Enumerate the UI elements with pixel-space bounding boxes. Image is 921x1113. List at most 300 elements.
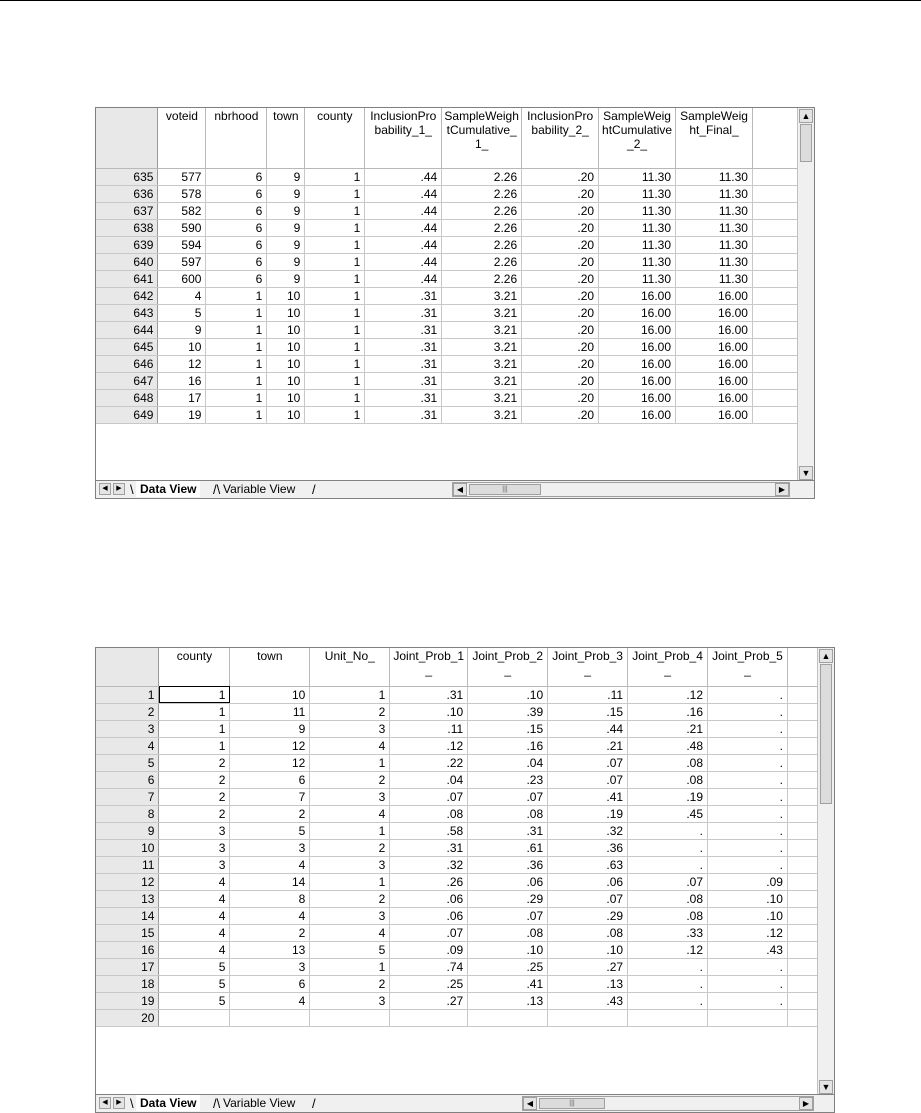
data-cell[interactable]: .31: [365, 406, 442, 423]
data-cell[interactable]: .48: [628, 737, 708, 754]
data-cell[interactable]: .11: [548, 686, 628, 703]
data-cell[interactable]: 9: [267, 253, 305, 270]
data-cell[interactable]: 9: [267, 219, 305, 236]
data-cell[interactable]: 16.00: [676, 355, 753, 372]
scroll-right-arrow-icon[interactable]: ▶: [799, 1097, 813, 1110]
data-cell[interactable]: .04: [390, 771, 468, 788]
data-cell[interactable]: .: [628, 975, 708, 992]
data-cell[interactable]: 16.00: [676, 338, 753, 355]
row-header-cell[interactable]: 12: [96, 873, 159, 890]
data-cell[interactable]: .: [708, 992, 788, 1009]
data-cell[interactable]: 3.21: [442, 406, 522, 423]
row-header-cell[interactable]: 642: [96, 287, 158, 304]
column-header[interactable]: Joint_Prob_3_: [548, 648, 628, 686]
data-cell[interactable]: .11: [390, 720, 468, 737]
data-cell[interactable]: [787, 754, 817, 771]
data-cell[interactable]: .15: [548, 703, 628, 720]
data-cell[interactable]: 6: [206, 219, 267, 236]
data-cell[interactable]: .06: [390, 907, 468, 924]
data-cell[interactable]: 3: [310, 856, 390, 873]
row-header-cell[interactable]: 638: [96, 219, 158, 236]
data-cell[interactable]: .31: [365, 389, 442, 406]
data-cell[interactable]: 10: [267, 338, 305, 355]
grid-1-horizontal-scrollbar[interactable]: [452, 482, 790, 497]
column-header[interactable]: InclusionProbability_2_: [522, 108, 599, 168]
data-cell[interactable]: .31: [365, 287, 442, 304]
data-cell[interactable]: .36: [468, 856, 548, 873]
data-cell[interactable]: 4: [159, 890, 230, 907]
data-cell[interactable]: .07: [548, 771, 628, 788]
data-cell[interactable]: 11.30: [599, 219, 676, 236]
data-cell[interactable]: 16.00: [676, 406, 753, 423]
data-cell[interactable]: .29: [468, 890, 548, 907]
data-cell[interactable]: .43: [548, 992, 628, 1009]
data-cell[interactable]: .20: [522, 185, 599, 202]
horizontal-scroll-thumb[interactable]: |||: [539, 1098, 605, 1109]
data-cell[interactable]: [752, 338, 797, 355]
data-cell[interactable]: 12: [230, 737, 310, 754]
scroll-down-arrow-icon[interactable]: ▼: [819, 1080, 833, 1094]
data-cell[interactable]: 11.30: [599, 253, 676, 270]
data-cell[interactable]: .27: [390, 992, 468, 1009]
column-header[interactable]: nbrhood: [206, 108, 267, 168]
data-cell[interactable]: .20: [522, 338, 599, 355]
data-cell[interactable]: 2.26: [442, 185, 522, 202]
column-header[interactable]: SampleWeight_Final_: [676, 108, 753, 168]
data-cell[interactable]: .: [628, 822, 708, 839]
data-cell[interactable]: .22: [390, 754, 468, 771]
data-cell[interactable]: [787, 703, 817, 720]
data-cell[interactable]: 1: [305, 389, 365, 406]
data-cell[interactable]: .13: [468, 992, 548, 1009]
data-cell[interactable]: .07: [468, 907, 548, 924]
row-header-cell[interactable]: 637: [96, 202, 158, 219]
data-cell[interactable]: .20: [522, 304, 599, 321]
scroll-left-arrow-icon[interactable]: ◀: [453, 483, 467, 496]
data-cell[interactable]: .20: [522, 406, 599, 423]
column-header[interactable]: Joint_Prob_2_: [468, 648, 548, 686]
data-cell[interactable]: 2: [310, 890, 390, 907]
corner-header-cell[interactable]: [96, 648, 159, 686]
data-cell[interactable]: .07: [390, 788, 468, 805]
data-cell[interactable]: [628, 1009, 708, 1026]
data-cell[interactable]: 1: [305, 372, 365, 389]
data-cell[interactable]: [548, 1009, 628, 1026]
data-cell[interactable]: .: [708, 975, 788, 992]
data-cell[interactable]: 1: [310, 822, 390, 839]
data-cell[interactable]: 3.21: [442, 287, 522, 304]
data-cell[interactable]: .15: [468, 720, 548, 737]
column-header[interactable]: SampleWeightCumulative_2_: [599, 108, 676, 168]
data-cell[interactable]: 16.00: [599, 287, 676, 304]
data-cell[interactable]: 1: [206, 321, 267, 338]
column-header[interactable]: Joint_Prob_1_: [390, 648, 468, 686]
data-cell[interactable]: 6: [206, 202, 267, 219]
data-cell[interactable]: .27: [548, 958, 628, 975]
data-cell[interactable]: 16: [158, 372, 206, 389]
data-cell[interactable]: 1: [206, 389, 267, 406]
data-cell[interactable]: 2: [230, 924, 310, 941]
data-cell[interactable]: [787, 941, 817, 958]
data-cell[interactable]: 3: [159, 856, 230, 873]
row-header-cell[interactable]: 646: [96, 355, 158, 372]
data-cell[interactable]: 1: [305, 202, 365, 219]
column-header[interactable]: Joint_Prob_5_: [708, 648, 788, 686]
row-header-cell[interactable]: 649: [96, 406, 158, 423]
row-header-cell[interactable]: 635: [96, 168, 158, 185]
data-cell[interactable]: .07: [390, 924, 468, 941]
data-cell[interactable]: .20: [522, 287, 599, 304]
row-header-cell[interactable]: 636: [96, 185, 158, 202]
tab-prev-icon[interactable]: ◀: [99, 1097, 111, 1109]
data-cell[interactable]: 9: [158, 321, 206, 338]
data-cell[interactable]: 3: [230, 958, 310, 975]
data-cell[interactable]: .61: [468, 839, 548, 856]
data-cell[interactable]: [787, 839, 817, 856]
data-cell[interactable]: .45: [628, 805, 708, 822]
data-cell[interactable]: .32: [548, 822, 628, 839]
data-cell[interactable]: .20: [522, 321, 599, 338]
data-cell[interactable]: 11.30: [676, 270, 753, 287]
data-cell[interactable]: .31: [390, 839, 468, 856]
data-cell[interactable]: .31: [468, 822, 548, 839]
data-cell[interactable]: .44: [365, 270, 442, 287]
row-header-cell[interactable]: 3: [96, 720, 159, 737]
row-header-cell[interactable]: 19: [96, 992, 159, 1009]
data-cell[interactable]: 2: [230, 805, 310, 822]
data-cell[interactable]: 2: [310, 703, 390, 720]
data-cell[interactable]: 5: [159, 992, 230, 1009]
data-cell[interactable]: [787, 975, 817, 992]
row-header-cell[interactable]: 17: [96, 958, 159, 975]
data-cell[interactable]: 9: [267, 185, 305, 202]
data-cell[interactable]: 4: [159, 873, 230, 890]
data-cell[interactable]: 1: [206, 372, 267, 389]
data-cell[interactable]: 1: [305, 304, 365, 321]
data-cell[interactable]: .19: [628, 788, 708, 805]
data-cell[interactable]: [310, 1009, 390, 1026]
data-cell[interactable]: 6: [230, 771, 310, 788]
data-cell[interactable]: [752, 321, 797, 338]
row-header-cell[interactable]: 16: [96, 941, 159, 958]
scroll-down-arrow-icon[interactable]: ▼: [799, 466, 813, 480]
grid-2-vertical-scrollbar[interactable]: [817, 648, 834, 1095]
data-cell[interactable]: 4: [310, 805, 390, 822]
data-cell[interactable]: [390, 1009, 468, 1026]
data-cell[interactable]: 1: [206, 287, 267, 304]
data-cell[interactable]: 10: [267, 287, 305, 304]
column-header[interactable]: SampleWeightCumulative_1_: [442, 108, 522, 168]
data-cell[interactable]: 4: [310, 924, 390, 941]
data-cell[interactable]: [752, 304, 797, 321]
data-cell[interactable]: 12: [230, 754, 310, 771]
data-cell[interactable]: [752, 202, 797, 219]
data-cell[interactable]: .12: [628, 686, 708, 703]
data-cell[interactable]: 11.30: [676, 185, 753, 202]
data-cell[interactable]: .44: [365, 185, 442, 202]
data-cell[interactable]: .: [708, 771, 788, 788]
data-cell[interactable]: [752, 372, 797, 389]
data-cell[interactable]: [752, 389, 797, 406]
data-cell[interactable]: .09: [708, 873, 788, 890]
row-header-cell[interactable]: 2: [96, 703, 159, 720]
data-cell[interactable]: .08: [548, 924, 628, 941]
data-cell[interactable]: 12: [158, 355, 206, 372]
row-header-cell[interactable]: 644: [96, 321, 158, 338]
data-cell[interactable]: [787, 907, 817, 924]
data-cell[interactable]: 2.26: [442, 253, 522, 270]
data-cell[interactable]: 11.30: [676, 236, 753, 253]
data-cell[interactable]: .31: [365, 304, 442, 321]
data-cell[interactable]: .16: [628, 703, 708, 720]
data-cell[interactable]: 11.30: [599, 202, 676, 219]
data-cell[interactable]: .74: [390, 958, 468, 975]
data-cell[interactable]: 1: [305, 185, 365, 202]
corner-header-cell[interactable]: [96, 108, 158, 168]
data-cell[interactable]: .44: [365, 202, 442, 219]
data-cell[interactable]: [787, 737, 817, 754]
data-cell[interactable]: 8: [230, 890, 310, 907]
data-cell[interactable]: [787, 720, 817, 737]
data-cell[interactable]: 10: [267, 355, 305, 372]
data-cell[interactable]: 9: [267, 168, 305, 185]
data-cell[interactable]: 2.26: [442, 202, 522, 219]
data-cell[interactable]: .31: [365, 355, 442, 372]
column-header[interactable]: county: [305, 108, 365, 168]
data-cell[interactable]: .41: [468, 975, 548, 992]
data-cell[interactable]: [787, 788, 817, 805]
data-cell[interactable]: 2: [159, 805, 230, 822]
data-cell[interactable]: [787, 992, 817, 1009]
data-cell[interactable]: 4: [158, 287, 206, 304]
data-cell[interactable]: 16.00: [676, 372, 753, 389]
data-cell[interactable]: 1: [310, 686, 390, 703]
data-cell[interactable]: 1: [310, 754, 390, 771]
row-header-cell[interactable]: 14: [96, 907, 159, 924]
data-cell[interactable]: .20: [522, 270, 599, 287]
data-cell[interactable]: 16.00: [676, 321, 753, 338]
data-cell[interactable]: 2: [310, 839, 390, 856]
data-cell[interactable]: 16.00: [676, 389, 753, 406]
data-cell[interactable]: [752, 253, 797, 270]
scroll-up-arrow-icon[interactable]: ▲: [819, 649, 833, 663]
data-cell[interactable]: .: [708, 805, 788, 822]
column-header[interactable]: [752, 108, 797, 168]
column-header[interactable]: voteid: [158, 108, 206, 168]
data-cell[interactable]: 3: [310, 992, 390, 1009]
data-cell[interactable]: 4: [159, 924, 230, 941]
tab-prev-icon[interactable]: ◀: [99, 483, 111, 495]
data-cell[interactable]: 1: [159, 720, 230, 737]
data-cell[interactable]: .07: [548, 754, 628, 771]
data-cell[interactable]: [159, 1009, 230, 1026]
data-cell[interactable]: .20: [522, 202, 599, 219]
data-cell[interactable]: .: [708, 703, 788, 720]
row-header-cell[interactable]: 648: [96, 389, 158, 406]
data-cell[interactable]: .12: [390, 737, 468, 754]
data-cell[interactable]: 17: [158, 389, 206, 406]
data-cell[interactable]: 3.21: [442, 321, 522, 338]
tab-next-icon[interactable]: ▶: [113, 1097, 125, 1109]
data-cell[interactable]: 1: [310, 958, 390, 975]
data-cell[interactable]: .: [708, 839, 788, 856]
data-cell[interactable]: 1: [305, 406, 365, 423]
data-cell[interactable]: 11.30: [599, 185, 676, 202]
data-cell[interactable]: 9: [230, 720, 310, 737]
data-cell[interactable]: .44: [365, 236, 442, 253]
data-cell[interactable]: 10: [267, 406, 305, 423]
column-header[interactable]: town: [267, 108, 305, 168]
data-cell[interactable]: 11.30: [599, 168, 676, 185]
data-cell[interactable]: .58: [390, 822, 468, 839]
scroll-right-arrow-icon[interactable]: ▶: [775, 483, 789, 496]
data-cell[interactable]: [752, 270, 797, 287]
data-cell[interactable]: .33: [628, 924, 708, 941]
data-cell[interactable]: [787, 924, 817, 941]
data-cell[interactable]: 1: [206, 338, 267, 355]
data-cell[interactable]: 11.30: [676, 202, 753, 219]
row-header-cell[interactable]: 11: [96, 856, 159, 873]
row-header-cell[interactable]: 643: [96, 304, 158, 321]
data-cell[interactable]: 7: [230, 788, 310, 805]
row-header-cell[interactable]: 6: [96, 771, 159, 788]
data-cell[interactable]: 4: [310, 737, 390, 754]
data-cell[interactable]: .26: [390, 873, 468, 890]
tab-data-view[interactable]: Data View: [136, 1095, 200, 1111]
data-cell[interactable]: [787, 1009, 817, 1026]
data-cell[interactable]: 3.21: [442, 338, 522, 355]
data-cell[interactable]: .07: [548, 890, 628, 907]
data-cell[interactable]: 4: [230, 907, 310, 924]
data-cell[interactable]: 1: [159, 686, 230, 703]
data-cell[interactable]: 6: [206, 236, 267, 253]
data-cell[interactable]: .44: [365, 219, 442, 236]
data-cell[interactable]: 16.00: [599, 338, 676, 355]
data-cell[interactable]: 1: [159, 737, 230, 754]
row-header-cell[interactable]: 647: [96, 372, 158, 389]
data-cell[interactable]: 9: [267, 270, 305, 287]
data-cell[interactable]: .31: [390, 686, 468, 703]
tab-data-view[interactable]: Data View: [136, 481, 200, 497]
data-cell[interactable]: 16.00: [599, 304, 676, 321]
data-cell[interactable]: 13: [230, 941, 310, 958]
data-cell[interactable]: 2: [159, 754, 230, 771]
data-cell[interactable]: .44: [548, 720, 628, 737]
data-cell[interactable]: .25: [468, 958, 548, 975]
data-cell[interactable]: .: [628, 992, 708, 1009]
data-cell[interactable]: 1: [206, 406, 267, 423]
column-header[interactable]: Joint_Prob_4_: [628, 648, 708, 686]
data-cell[interactable]: 5: [310, 941, 390, 958]
data-cell[interactable]: 590: [158, 219, 206, 236]
column-header[interactable]: Unit_No_: [310, 648, 390, 686]
data-cell[interactable]: .10: [468, 686, 548, 703]
data-cell[interactable]: .: [708, 788, 788, 805]
data-cell[interactable]: [752, 185, 797, 202]
row-header-cell[interactable]: 641: [96, 270, 158, 287]
data-cell[interactable]: .04: [468, 754, 548, 771]
grid-1-vertical-scrollbar[interactable]: [797, 108, 814, 481]
data-cell[interactable]: 1: [305, 270, 365, 287]
data-cell[interactable]: 16.00: [676, 287, 753, 304]
tab-next-icon[interactable]: ▶: [113, 483, 125, 495]
data-cell[interactable]: .06: [468, 873, 548, 890]
data-cell[interactable]: 3.21: [442, 372, 522, 389]
data-cell[interactable]: .08: [628, 890, 708, 907]
data-cell[interactable]: .31: [365, 372, 442, 389]
data-cell[interactable]: [752, 168, 797, 185]
data-cell[interactable]: 16.00: [599, 321, 676, 338]
data-cell[interactable]: .44: [365, 168, 442, 185]
data-cell[interactable]: .10: [708, 907, 788, 924]
vertical-scroll-thumb[interactable]: [820, 664, 832, 804]
data-cell[interactable]: 4: [159, 907, 230, 924]
data-cell[interactable]: 6: [206, 270, 267, 287]
tab-variable-view[interactable]: Variable View: [223, 482, 296, 496]
data-cell[interactable]: 10: [267, 389, 305, 406]
data-cell[interactable]: [752, 406, 797, 423]
data-cell[interactable]: .12: [708, 924, 788, 941]
tab-variable-view[interactable]: Variable View: [223, 1096, 296, 1110]
data-cell[interactable]: .07: [628, 873, 708, 890]
data-cell[interactable]: .10: [468, 941, 548, 958]
data-cell[interactable]: [708, 1009, 788, 1026]
data-cell[interactable]: .31: [365, 338, 442, 355]
data-cell[interactable]: .36: [548, 839, 628, 856]
scroll-left-arrow-icon[interactable]: ◀: [523, 1097, 537, 1110]
data-cell[interactable]: .20: [522, 236, 599, 253]
data-cell[interactable]: 9: [267, 236, 305, 253]
data-cell[interactable]: [787, 805, 817, 822]
data-cell[interactable]: 6: [206, 253, 267, 270]
data-cell[interactable]: 3: [310, 907, 390, 924]
data-cell[interactable]: .08: [628, 754, 708, 771]
data-cell[interactable]: [787, 771, 817, 788]
data-cell[interactable]: .08: [468, 924, 548, 941]
data-cell[interactable]: 2: [310, 771, 390, 788]
data-cell[interactable]: 578: [158, 185, 206, 202]
data-cell[interactable]: 4: [159, 941, 230, 958]
data-cell[interactable]: .: [708, 686, 788, 703]
data-cell[interactable]: .20: [522, 389, 599, 406]
data-cell[interactable]: 1: [206, 355, 267, 372]
data-cell[interactable]: .: [708, 822, 788, 839]
data-cell[interactable]: .06: [390, 890, 468, 907]
data-cell[interactable]: .23: [468, 771, 548, 788]
data-cell[interactable]: 14: [230, 873, 310, 890]
data-cell[interactable]: .10: [708, 890, 788, 907]
data-cell[interactable]: .08: [390, 805, 468, 822]
column-header[interactable]: InclusionProbability_1_: [365, 108, 442, 168]
row-header-cell[interactable]: 640: [96, 253, 158, 270]
data-cell[interactable]: .10: [548, 941, 628, 958]
data-cell[interactable]: 11.30: [599, 270, 676, 287]
data-cell[interactable]: 1: [305, 219, 365, 236]
data-cell[interactable]: 5: [159, 958, 230, 975]
data-cell[interactable]: [752, 287, 797, 304]
data-cell[interactable]: 11: [230, 703, 310, 720]
data-cell[interactable]: 600: [158, 270, 206, 287]
data-cell[interactable]: .43: [708, 941, 788, 958]
data-cell[interactable]: 2: [310, 975, 390, 992]
data-cell[interactable]: 2: [159, 788, 230, 805]
data-cell[interactable]: .20: [522, 253, 599, 270]
data-cell[interactable]: [752, 219, 797, 236]
data-cell[interactable]: 594: [158, 236, 206, 253]
data-cell[interactable]: 9: [267, 202, 305, 219]
data-cell[interactable]: .08: [468, 805, 548, 822]
data-cell[interactable]: .20: [522, 168, 599, 185]
